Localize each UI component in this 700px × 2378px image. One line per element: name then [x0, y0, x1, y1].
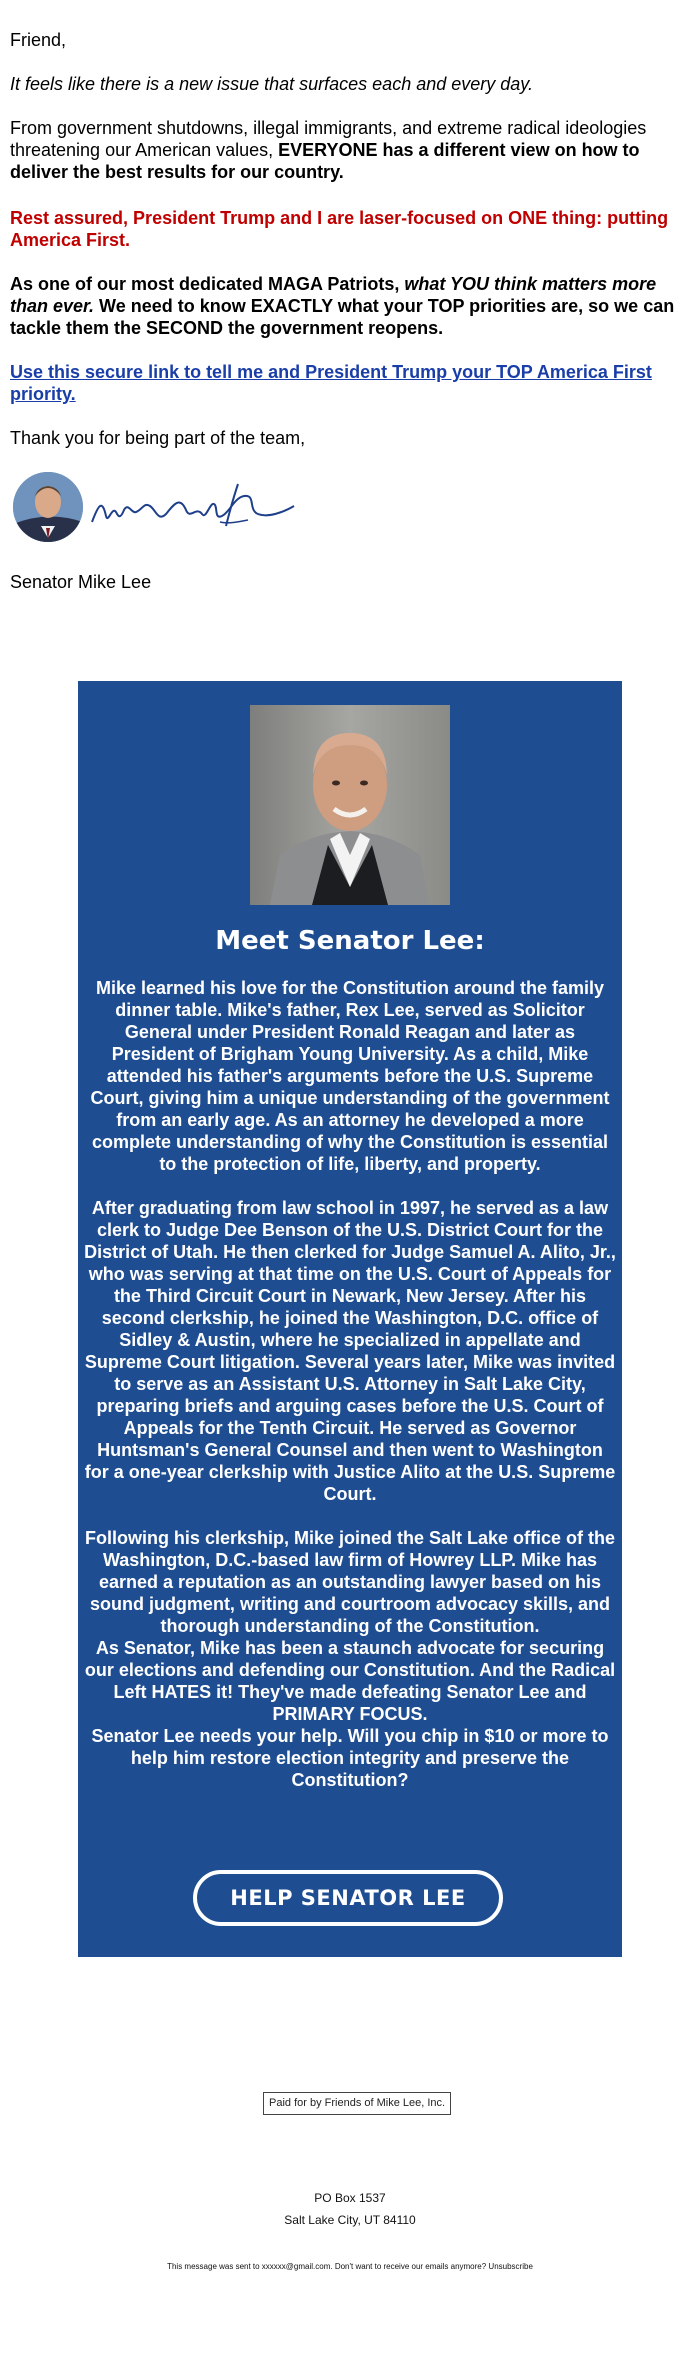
priorities-emphasis: what YOU think matters more than ever.: [10, 274, 657, 316]
focus-paragraph: Rest assured, President Trump and I are laser-focused on ONE thing: putting America First.: [10, 208, 669, 250]
priorities-lead: As one of our most dedicated MAGA Patriots,: [10, 274, 405, 294]
priorities-paragraph: [10, 273, 675, 339]
issues-emphasis: EVERYONE has a different view on how to deliver the best results for our country.: [10, 140, 640, 182]
thanks-line: Thank you for being part of the team,: [10, 428, 306, 448]
avatar: [13, 472, 83, 542]
survey-link-paragraph: [10, 361, 675, 405]
bio-paragraph-family: Mike learned his love for the Constitution around the family dinner table. Mike's father, Rex Lee, served as Solicitor General under President Ronald Reagan and later as President of Brigham Young University. As a child, Mike attended his father's arguments before the U.S. Supreme Court, giving him a unique understanding of the government from an early age. As an attorney he developed a more complete understanding of why the Constitution is essential to the protection of life, liberty, and property.: [90, 978, 610, 1174]
priorities-text: We need to know EXACTLY what your TOP priorities are, so we can tackle them the SECOND the government reopens.: [10, 296, 675, 338]
bio-section: [78, 681, 622, 1957]
issues-paragraph: [10, 117, 675, 183]
footer-notice-text: This message was sent to xxxxxx@gmail.com. Don't want to receive our emails anymore?: [167, 2262, 489, 2271]
bio-paragraph-law-firm: Following his clerkship, Mike joined the Salt Lake office of the Washington, D.C.-based law firm of Howrey LLP. Mike has earned a reputation as an outstanding lawyer based on his sound judgment, writing and courtroom advocacy skills, and thorough understanding of the Constitution.: [84, 1528, 616, 1636]
signer-name: Senator Mike Lee: [10, 572, 152, 592]
address-city: Salt Lake City, UT 84110: [284, 2213, 416, 2227]
senator-photo: [250, 705, 450, 905]
unsubscribe-link[interactable]: Unsubscribe: [488, 2262, 533, 2271]
bio-heading: Meet Senator Lee:: [215, 926, 485, 956]
signature-block: [10, 470, 310, 550]
bio-paragraph-senate: As Senator, Mike has been a staunch advocate for securing our elections and defending our Constitution. And the Radical Left HATES it! They've made defeating Senator Lee and PRIMARY FOCUS.: [84, 1638, 616, 1724]
issues-text: From government shutdowns, illegal immigrants, and extreme radical ideologies threatening our American values,: [10, 118, 647, 160]
paid-for-disclaimer: Paid for by Friends of Mike Lee, Inc.: [263, 2092, 451, 2115]
address-po-box: PO Box 1537: [314, 2191, 386, 2205]
survey-link[interactable]: Use this secure link to tell me and President Trump your TOP America First priority.: [10, 362, 652, 404]
signature-graphic: [88, 476, 298, 536]
help-senator-lee-button[interactable]: HELP SENATOR LEE: [193, 1870, 503, 1926]
intro-paragraph: It feels like there is a new issue that surfaces each and every day.: [10, 74, 533, 94]
greeting: Friend,: [10, 30, 67, 50]
footer-notice: [0, 2262, 700, 2271]
bio-paragraph-appeal: Senator Lee needs your help. Will you chip in $10 or more to help him restore election integrity and preserve the Constitution?: [91, 1726, 609, 1790]
bio-paragraph-career: After graduating from law school in 1997, he served as a law clerk to Judge Dee Benson of the U.S. District Court for the District of Utah. He then clerked for Judge Samuel A. Alito, Jr., who was serving at that time on the U.S. Court of Appeals for the Third Circuit Court in Newark, New Jersey. After his second clerkship, he joined the Washington, D.C. office of Sidley & Austin, where he specialized in appellate and Supreme Court litigation. Several years later, Mike was invited to serve as an Assistant U.S. Attorney in Salt Lake City, preparing briefs and arguing cases before the U.S. Court of Appeals for the Tenth Circuit. He served as Governor Huntsman's General Counsel and then went to Washington for a one-year clerkship with Justice Alito at the U.S. Supreme Court.: [84, 1198, 616, 1504]
